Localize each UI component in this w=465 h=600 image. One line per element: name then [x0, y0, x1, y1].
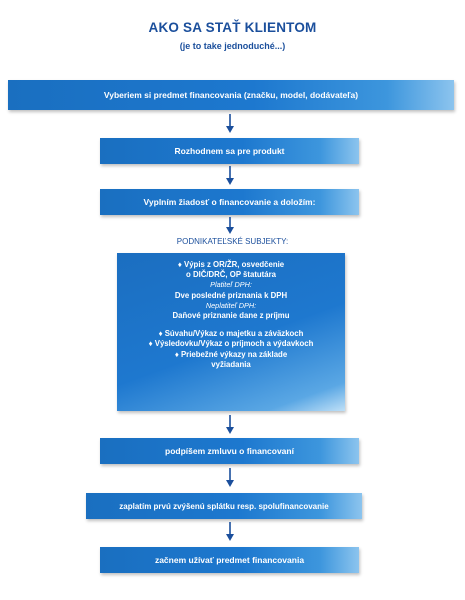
page-title: AKO SA STAŤ KLIENTOM — [148, 20, 317, 35]
document-line: ♦ Výsledovku/Výkaz o príjmoch a výdavkoch — [148, 339, 314, 349]
arrow-down-icon — [225, 522, 235, 542]
arrow-down-icon — [225, 114, 235, 134]
arrow-down-icon — [225, 166, 235, 186]
step-choose-subject — [8, 80, 454, 110]
document-line: Daňové priznanie dane z príjmu — [172, 311, 290, 321]
page-subtitle: (je to take jednoduché...) — [179, 41, 286, 51]
required-documents-box — [117, 253, 345, 411]
section-label-business-entities: PODNIKATEĽSKÉ SUBJEKTY: — [176, 237, 289, 246]
step-fill-application — [100, 189, 359, 215]
step-start-using — [100, 547, 359, 573]
arrow-down-icon — [225, 217, 235, 235]
step-start-using-label: začnem užívať predmet financovania — [154, 555, 305, 565]
arrow-down-icon — [225, 468, 235, 488]
step-choose-product-label: Rozhodnem sa pre produkt — [174, 146, 285, 156]
document-line-italic: Neplatiteľ DPH: — [205, 300, 257, 310]
step-pay-first-installment — [86, 493, 362, 519]
document-line: Dve posledné priznania k DPH — [174, 290, 288, 300]
step-fill-application-label: Vyplním žiadosť o financovanie a doložím: — [143, 197, 316, 207]
document-line: ♦ Priebežné výkazy na základe — [174, 349, 288, 359]
step-choose-product — [100, 138, 359, 164]
arrow-down-icon — [225, 415, 235, 435]
step-sign-contract — [100, 438, 359, 464]
document-line: o DIČ/DRČ, OP štatutára — [186, 270, 276, 280]
step-sign-contract-label: podpíšem zmluvu o financovaní — [165, 446, 294, 456]
document-line: ♦ Súvahu/Výkaz o majetku a záväzkoch — [158, 329, 304, 339]
document-line: vyžiadania — [211, 359, 251, 369]
document-line: ♦ Výpis z OR/ŽR, osvedčenie — [177, 260, 285, 269]
step-pay-first-installment-label: zaplatím prvú zvýšenú splátku resp. spolufinancovanie — [119, 501, 329, 511]
document-line-italic: Platiteľ DPH: — [210, 280, 252, 290]
step-choose-subject-label: Vyberiem si predmet financovania (značku, model, dodávateľa) — [103, 90, 359, 100]
